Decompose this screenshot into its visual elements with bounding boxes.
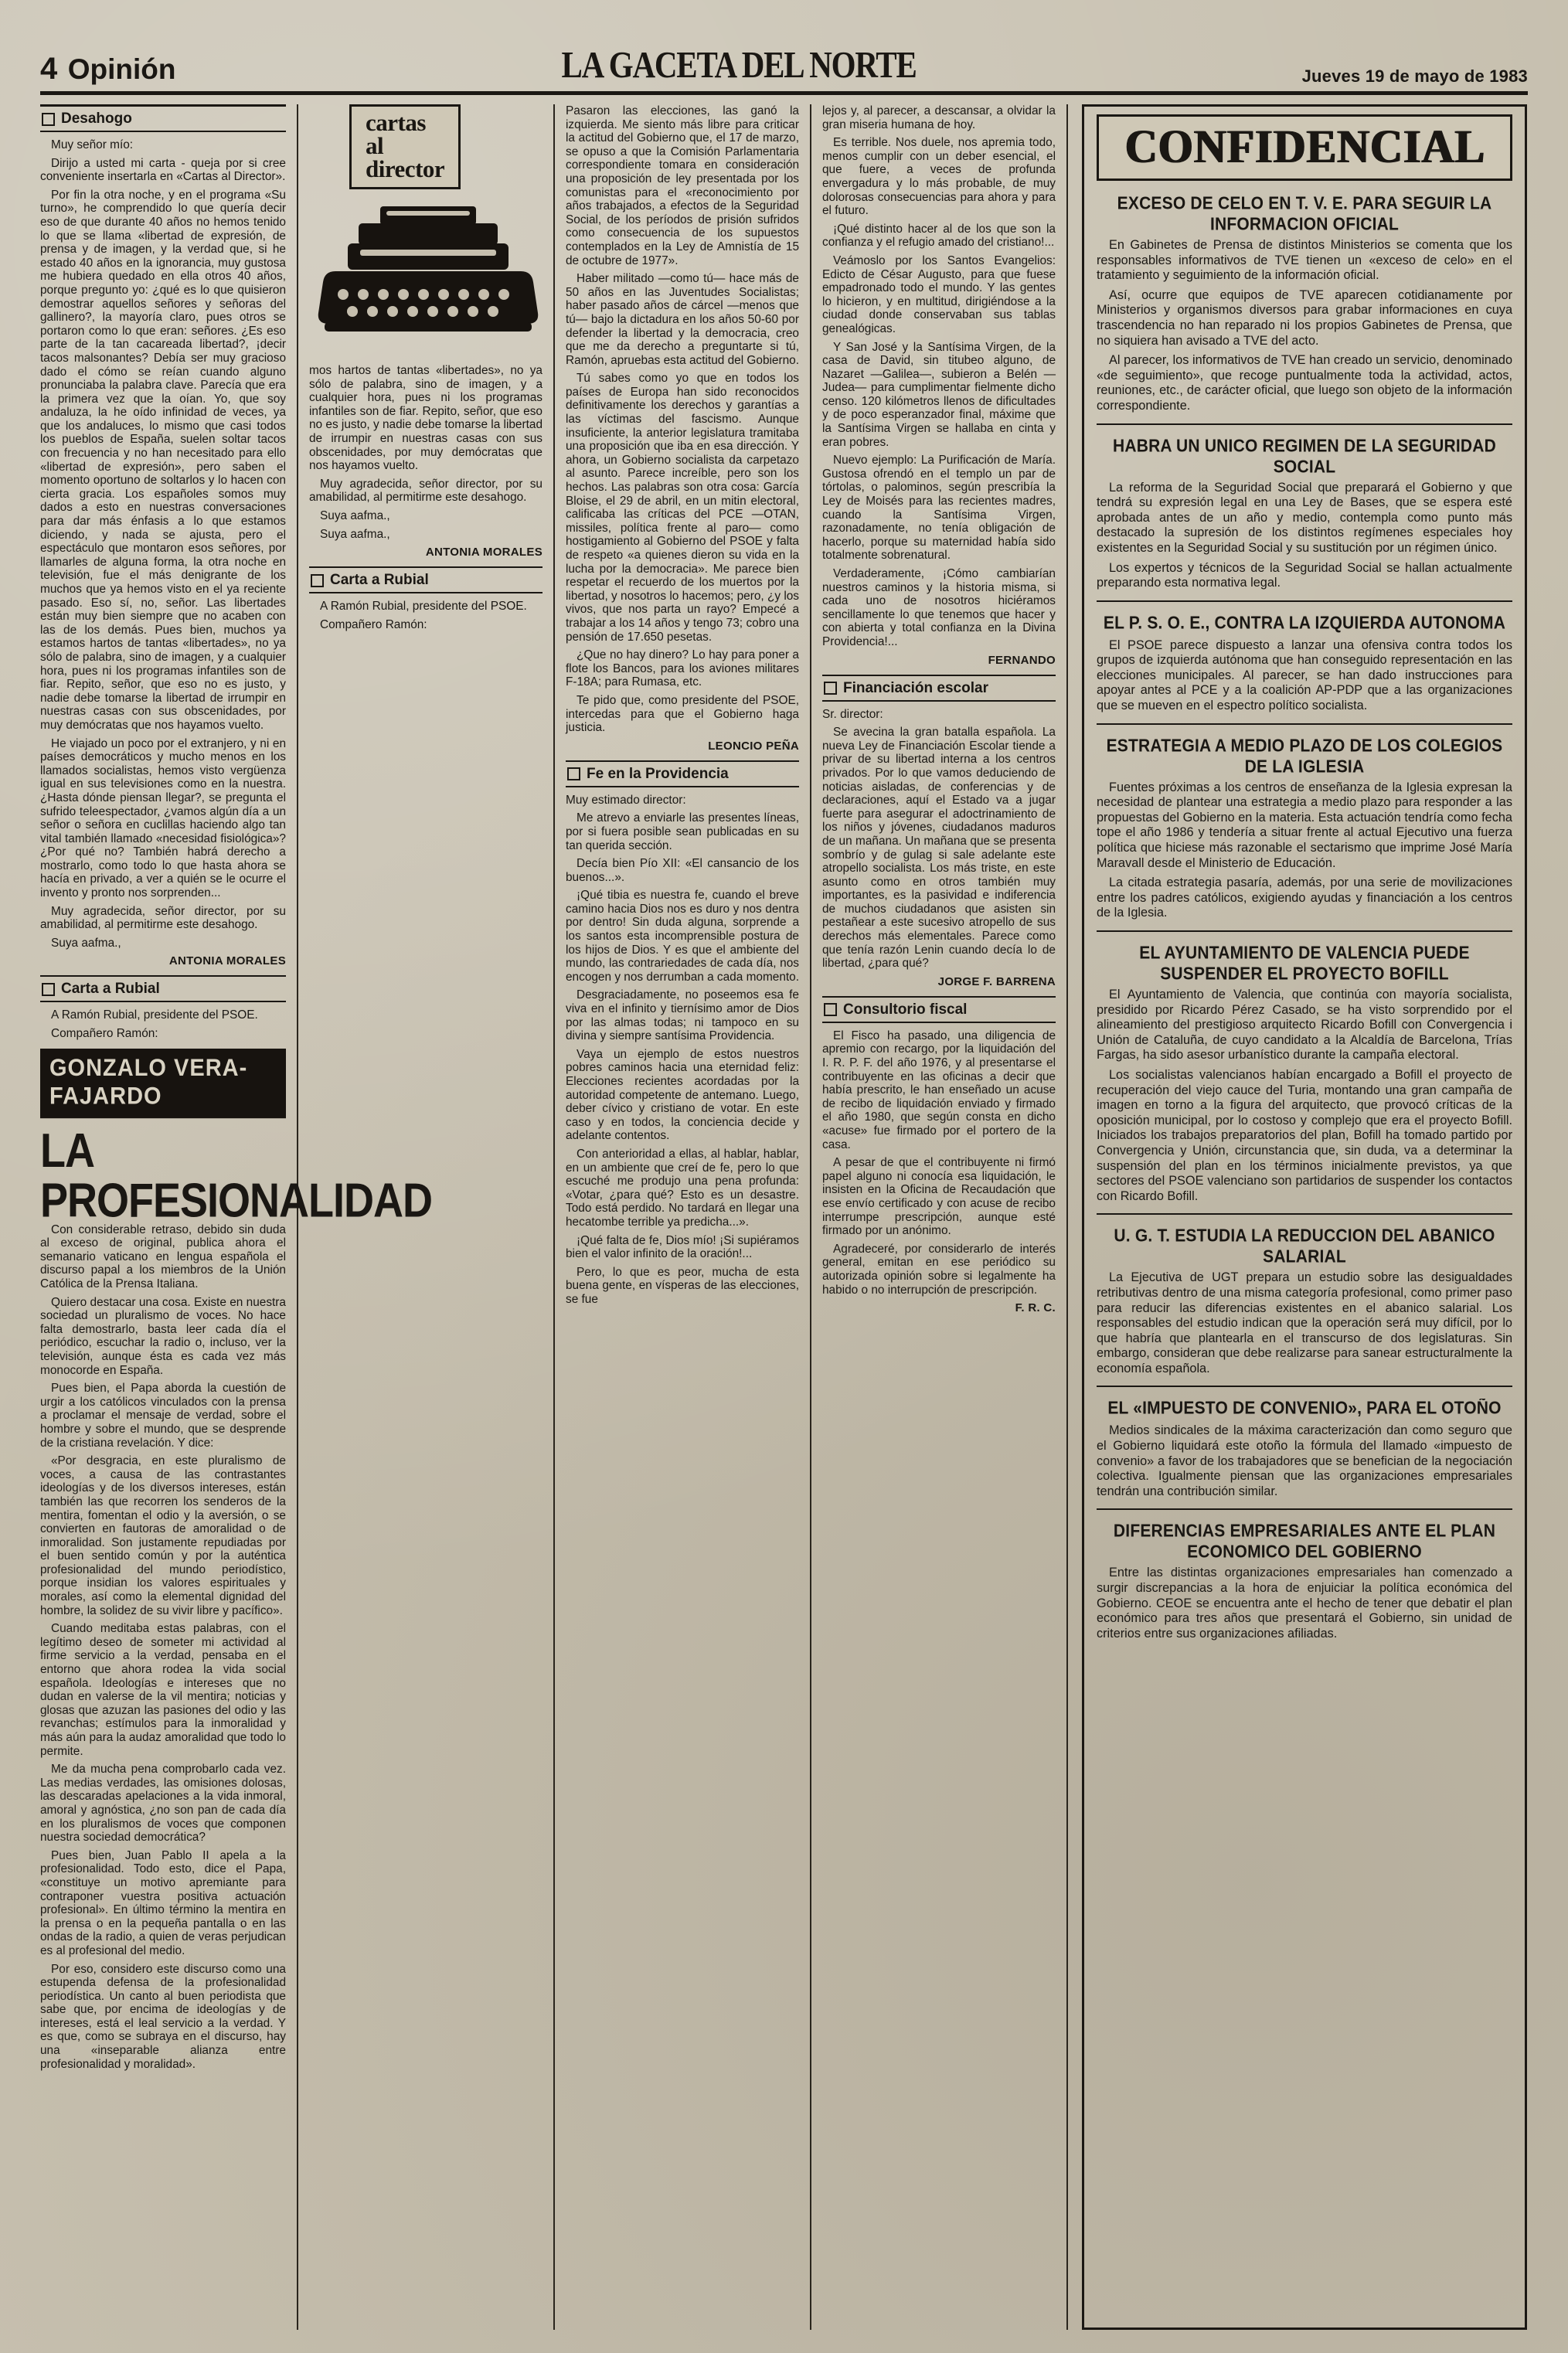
paragraph: Suya aafma., [320, 508, 390, 522]
masthead-left [40, 52, 176, 87]
feature-author-bar: GONZALO VERA-FAJARDO [40, 1049, 286, 1118]
bullet-square-icon [42, 983, 55, 996]
cartas-logo-line3: director [366, 155, 445, 182]
paragraph: Pues bien, Juan Pablo II apela a la profesionalidad. Todo esto, dice el Papa, «constituye un motivo apremiante para contraponer vuestra positiva actuación profesional». En último término la mentira en la prensa o en la pequeña pantalla o en las ondas de la radio, a quien de veras perjudican es al profesional del medio. [40, 1848, 286, 1957]
paragraph: Compañero Ramón: [320, 617, 427, 631]
letter-heading-carta-rubial [40, 975, 286, 1002]
paragraph: Quiero destacar una cosa. Existe en nuestra sociedad un pluralismo de voces. No hace falta demostrarlo, basta leer cada día el periódico, escuchar la radio o, incluso, ver la televisión, aunque ésta es cada vez más monocorde en España. [40, 1295, 286, 1377]
cartas-logo-line1: cartas [366, 109, 426, 136]
paragraph: El Fisco ha pasado, una diligencia de apremio con recargo, por la liquidación del I. R. P. F. del año 1976, y al presentarse el contribuyente en las oficinas a decir que había prescrito, le han enseñado un acuse de recibo de liquidación enviado y firmado el año 1980, que según consta en dicho «acuse» fue firmado por el portero de la casa. [822, 1029, 1056, 1151]
letter-heading-fe-providencia [566, 760, 799, 787]
paragraph: Pero, lo que es peor, mucha de esta buena gente, en vísperas de las elecciones, se fue [566, 1265, 799, 1306]
paragraph: Los socialistas valencianos habían encargado a Bofill el proyecto de recuperación del viejo cauce del Turia, montando una gran campaña de imagen en torno a la figura del arquitecto, que provocó críticas de la oposición municipal, por lo costoso y complejo que era el proyecto Bofill. Iniciados los trabajos preparatorios del plan, Bofill ha tomado partido por Convergencia y Unión, circunstancia que, sin duda, va a determinar la suspensión del plan en los términos inicialmente previstos, ya que sectores del PSOE valenciano son partidarios de suspender los contactos con Ricardo Bofill. [1097, 1067, 1512, 1203]
paragraph: Me atrevo a enviarle las presentes líneas, por si fuera posible sean publicadas en su tan querida sección. [566, 811, 799, 852]
letter-heading-financiacion-escolar [822, 675, 1056, 702]
paragraph: Medios sindicales de la máxima caracterización dan como seguro que el Gobierno liquidará este otoño la fórmula del llamado «impuesto de convenio» a favor de los trabajadores que se benefician de la negociación colectiva. Igualmente piensan que las organizaciones empresariales tendrán una contribución similar. [1097, 1423, 1512, 1498]
cartas-al-director-logo [309, 104, 543, 359]
paragraph: A pesar de que el contribuyente ni firmó papel alguno ni conocía esa liquidación, le insisten en la Oficina de Recaudación que ese envío certificado y con acuse de recibo interrumpe prescripción, aunque esté firmado por un anónimo. [822, 1156, 1056, 1238]
bullet-square-icon [311, 574, 324, 587]
paragraph: Con anterioridad a ellas, al hablar, hablar, en un ambiente que creí de fe, pero lo que escuché me produjo una pena profunda: «Votar, ¿para qué? Esto es un desastre. Todo está perdido. No tardará en llegar una hecatombe terrible ya predicha...». [566, 1147, 799, 1229]
confidencial-headline: EL AYUNTAMIENTO DE VALENCIA PUEDE SUSPENDER EL PROYECTO BOFILL [1139, 944, 1470, 984]
paragraph: Tú sabes como yo que en todos los países de Europa han sido reconocidos definitivamente los derechos y garantías a las víctimas del fascismo. Aunque insuficiente, la anterior legislatura tramitaba una proposición que iba en esa dirección. Y ahora, un Gobierno socialista da carpetazo al asunto. Parece increíble, pero son los hechos. Las palabras son otra cosa: García Bloise, el 29 de abril, en un mitin electoral, calificaba las críticas del PCE —OTAN, missiles, política frente al paro— como hostigamiento al Gobierno del PSOE y falta de respeto «a quienes dieron su vida en la lucha por la democracia». Me parece bien respetar el recuerdo de los muertos por la libertad, y nosotros lo hacemos; pero, ¿y los vivos, que nos parta un rayo? Empecé a trabajar a los 14 años y tengo 73; cobro una pensión de 17.650 pesetas. [566, 372, 799, 644]
paragraph: Es terrible. Nos duele, nos apremia todo, menos cumplir con un deber esencial, el que fuere, a veces de profunda envergadura y lo más probable, de muy dolorosas consecuencias para ahora y para el futuro. [822, 136, 1056, 218]
paragraph: A Ramón Rubial, presidente del PSOE. [320, 600, 527, 614]
paragraph: La reforma de la Seguridad Social que preparará el Gobierno y que tendrá su expresión legal en una Ley de Bases, que se espera esté aprobada antes de un año y medio, contempla como punto más destacado la supresión de los distintos regímenes especiales hoy existentes en la Seguridad Social y su sustitución por un régimen único. [1097, 480, 1512, 555]
confidencial-headline: U. G. T. ESTUDIA LA REDUCCION DEL ABANICO SALARIAL [1114, 1226, 1495, 1267]
confidencial-headline: ESTRATEGIA A MEDIO PLAZO DE LOS COLEGIOS DE LA IGLESIA [1106, 736, 1503, 777]
letter-signature: F. R. C. [1015, 1301, 1056, 1315]
letter-signature: JORGE F. BARRENA [937, 974, 1056, 988]
paragraph: Te pido que, como presidente del PSOE, intercedas para que el Gobierno haga justicia. [566, 693, 799, 735]
paragraph: Verdaderamente, ¡Cómo cambiarían nuestros caminos y la historia misma, si cada uno de nosotros hiciéramos sencillamente lo que tenemos que hacer y con abierta y total confianza en la Divina Providencia!... [822, 567, 1056, 648]
paragraph: En Gabinetes de Prensa de distintos Ministerios se comenta que los responsables informativos de TVE tienen un «exceso de celo» en el tratamiento y seguimiento de la información oficial. [1097, 238, 1512, 283]
cartas-logo-text [349, 104, 461, 189]
divider [1097, 723, 1512, 725]
letter-heading-label: Financiación escolar [843, 679, 988, 696]
paragraph: Vaya un ejemplo de estos nuestros pobres caminos hacia una eternidad feliz: Elecciones recientes acordadas por la autoridad competente de antemano. Luego, deber cívico y cristiano de votar. En este caso y en todos, la conciencia decide y adelante contentos. [566, 1047, 799, 1143]
confidencial-banner [1097, 114, 1512, 181]
confidencial-box [1082, 104, 1527, 2330]
issue-date: Jueves 19 de mayo de 1983 [1301, 66, 1528, 86]
typewriter-icon [312, 179, 544, 345]
section-title: Opinión [67, 53, 176, 85]
paragraph: Al parecer, los informativos de TVE han creado un servicio, denominado «de seguimiento», que recoge puntualmente toda la actividad, actos, reuniones, etc., de carácter oficial, que luego son objeto de la información correspondiente. [1097, 353, 1512, 413]
paragraph: He viajado un poco por el extranjero, y ni en países democráticos y mucho menos en los llamados socialistas, hemos visto vergüenza igual en sus televisiones como en la nuestra. ¿Hasta dónde piensan llegar?, se pregunta el sufrido teleespectador, ¿vamos algún día a un señor o señora en cuclillas haciendo algo tan vital también llamado «necesidad fisiológica»? ¿Por qué no? También habrá derecho a mostrarlo, como todo lo que hasta ahora se hacía en privado, a ver a quién se le ocurre el invento y pronto nos sorprenden... [40, 736, 286, 900]
bullet-square-icon [42, 113, 55, 126]
paragraph: Suya aafma., [320, 527, 390, 541]
letter-heading-label: Desahogo [61, 111, 132, 127]
paragraph: lejos y, al parecer, a descansar, a olvidar la gran miseria humana de hoy. [822, 104, 1056, 131]
paragraph: Muy agradecida, señor director, por su amabilidad, al permitirme este desahogo. [40, 904, 286, 932]
divider [1097, 600, 1512, 602]
confidencial-banner-text: CONFIDENCIAL [1124, 120, 1485, 173]
letter-signature: ANTONIA MORALES [168, 954, 286, 968]
page-folio: 4 [40, 52, 57, 86]
paragraph: Por eso, considero este discurso como una estupenda defensa de la profesionalidad periodística. Un canto al buen periodista que sabe que, por encima de ideologías y de intereses, está el leal servicio a la verdad. Y es que, como se subraya en el discurso, hay una «inseparable alianza entre profesionalidad y moralidad». [40, 1962, 286, 2071]
paragraph: El Ayuntamiento de Valencia, que continúa con mayoría socialista, presidido por Ricardo Pérez Casado, se ha visto sorprendido por el alineamiento del prestigioso arquitecto Ricardo Bofill con Convergencia i Unión de Cataluña, de cuyo candidato a la Alcaldía de Barcelona, Trías Fargas, ha sido asesor urbanístico durante la campaña electoral. [1097, 988, 1512, 1063]
paragraph: Sr. director: [822, 707, 883, 721]
paragraph: Nuevo ejemplo: La Purificación de María. Gustosa ofrendó en el templo un par de tórtolas, o palominos, según prescribía la Ley de Moisés para las recientes madres, cuando la Santísima Virgen, razonadamente, no tenía obligación de hacerlo, porque su maternidad había sido totalmente sobrenatural. [822, 454, 1056, 563]
confidencial-headline: DIFERENCIAS EMPRESARIALES ANTE EL PLAN ECONOMICO DEL GOBIERNO [1113, 1522, 1496, 1562]
divider [1097, 930, 1512, 932]
paragraph: Decía bien Pío XII: «El cansancio de los buenos...». [566, 857, 799, 884]
column-1 [40, 104, 433, 2330]
paragraph: La Ejecutiva de UGT prepara un estudio sobre las desigualdades retributivas dentro de una misma categoría profesional, como primer paso para reducir las diferencias existentes en el abanico salarial. Los responsables del estudio indican que la operación será muy difícil, por lo que habría que plantearla en el transcurso de dos legislaturas. Sin embargo, consideran que debe realizarse para sanear estructuralmente la economía española. [1097, 1270, 1512, 1375]
paragraph: ¿Que no hay dinero? Lo hay para poner a flote los Bancos, para los aviones militares F-18A; para Rumasa, etc. [566, 648, 799, 689]
confidencial-headline: EL P. S. O. E., CONTRA LA IZQUIERDA AUTONOMA [1103, 613, 1506, 633]
paragraph: ¡Qué falta de fe, Dios mío! ¡Si supiéramos bien el valor infinito de la oración!... [566, 1233, 799, 1261]
paragraph: Con considerable retraso, debido sin duda al exceso de original, publica ahora el semanario vaticano en lengua española el discurso papal a los miembros de la Unión Católica de la Prensa Italiana. [40, 1222, 286, 1290]
confidencial-headline: EXCESO DE CELO EN T. V. E. PARA SEGUIR LA INFORMACION OFICIAL [1117, 194, 1492, 234]
paragraph: Así, ocurre que equipos de TVE aparecen cotidianamente por Ministerios y organismos diversos para grabar informaciones en cuya trascendencia no han reparado ni los propios Gabinetes de Prensa, que no siquiera han avisado a TVE del acto. [1097, 287, 1512, 348]
paragraph: ¡Qué tibia es nuestra fe, cuando el breve camino hacia Dios nos es duro y nos dentra por dentro! Sin duda alguna, sorprende a los santos esta incomprensible postura de los hijos de Dios. Y es que el ambiente del mundo, las contrariedades de cada día, nos encogen y nos derrumban a cada momento. [566, 889, 800, 984]
divider [1097, 1213, 1512, 1215]
paper-title: LA GACETA DEL NORTE [561, 43, 917, 86]
column-3 [553, 104, 810, 2330]
divider [1097, 1386, 1512, 1387]
paragraph: Haber militado —como tú— hace más de 50 años en las Juventudes Socialistas; haber pasado años de cárcel —menos que tú— bajo la dictadura en los años 50-60 por defender la libertad y la democracia, creo que me da derecho a preguntarte si tú, Ramón, apruebas esta actitud del Gobierno. [566, 272, 800, 367]
letter-heading-carta-rubial-2 [309, 566, 543, 593]
paragraph: «Por desgracia, en este pluralismo de voces, a causa de las contrastantes ideologías y de los diversos intereses, están también las que recorren los senderos de la mentira, fomentan el odio y la aversión, o se convierten en fautoras de amoralidad o de inmoralidad. Son justamente repudiadas por el buen sentido común y por la auténtica profesionalidad del mundo periodístico, porque insidian los valores espirituales y morales, así como la elemental dignidad del hombre, la solidez de su vivir libre y pacífico». [40, 1454, 286, 1617]
paragraph: Fuentes próximas a los centros de enseñanza de la Iglesia expresan la necesidad de plantear una estrategia a medio plazo para responder a las propuestas del Gobierno en la materia. Esta actuación tendría como fecha tope el año 1986 y tendería a situar frente al actual Ejecutivo una fuerza política que hiciese más razonable el sectarismo que imprime José María Maravall desde el Ministerio de Educación. [1097, 780, 1512, 870]
column-4 [810, 104, 1066, 2330]
paragraph: Agradeceré, por considerarlo de interés general, emitan en ese periódico su autorizada opinión sobre si legalmente ha habido o no interrupción de prescripción. [822, 1242, 1056, 1297]
bullet-square-icon [824, 682, 837, 695]
paragraph: Se avecina la gran batalla española. La nueva Ley de Financiación Escolar tiende a privar de su libertad interna a los centros privados. Por lo que vamos deduciendo de noticias aisladas, de conferencias y de declaraciones, aquí el Estado va a jugar fuerte para asegurar el adoctrinamiento de los niños y jóvenes, ciudadanos maduros de un mañana. Un mañana que se presenta sombrío y de gulag si sale adelante este atropello socialista. Los más triste, en este asunto como en otros también muy importantes, es la pasividad e indiferencia de muchos ciudadanos que asisten sin pestañear a este sucesivo atropello de sus derechos más elementales. Parece como que tenía razón Lenin cuando decía lo de libertad, ¿para qué? [822, 726, 1056, 971]
letter-heading-desahogo [40, 104, 286, 132]
cartas-logo-line2: al [366, 132, 384, 159]
paragraph: Por fin la otra noche, y en el programa «Su turno», he comprendido lo que quería decir eso de que durante 40 años no hemos tenido lo que se llama «libertad de expresión, de prensa y de imagen, y la verdad que, si he estado 40 años en la ignorancia, muy gustosa me hubiera quedado en ella otros 40 años, porque pregunto yo: ¿qué es lo que quisieron demostrar aquellos señores y señoras del gallinero?, la mayoría claro, pues otros se portaron como lo que eran: señores. ¿Es eso parte de la tan cacareada libertad?, ¡decir tacos malsonantes? Debía ser muy gracioso dado el cómo se reían cuando alguno pronunciaba la palabra clave. Parecía que era la primera vez que la oían. Yo, que soy andaluza, la he oído infinidad de veces, ya que los andaluces, lo mismo que casi todos los pueblos de España, suelen soltar tacos con frecuencia y no han necesitado para ello «libertad de expresión», pero saben el momento oportuno de soltarlos y lo hacen con cierta gracia. Los españoles somos muy dados a esto en nuestras conversaciones para dar más énfasis a lo que estamos diciendo, y nada se ajusta, pero el espectáculo que montaron esos señores, por llamarles de alguna forma, la otra noche en televisión, fue el más denigrante de los muchos que ya hemos visto en el ya reciente pasado. Eso sí, no, señor. Las libertades están muy bien siempre que no acaben con las de los demás. Pues bien, muchos ya estamos hartos de tantas «libertades», no ya sólo de palabra, sino de imagen, y a cualquier hora, pues ni los programas infantiles son de fiar. Repito, señor, que eso no es justo, y nadie debe tomarse la libertad de irrumpir en nuestras casas con sus obscenidades, por muy demócratas que nos hayamos vuelto. [40, 188, 286, 732]
paragraph: A Ramón Rubial, presidente del PSOE. [51, 1008, 258, 1022]
paragraph: Me da mucha pena comprobarlo cada vez. Las medias verdades, las omisiones dolosas, las descaradas apelaciones a la vida inmoral, amoral y agnóstica, ¿no son pan de cada día en los pluralismos de voces que componen nuestra sociedad democrática? [40, 1763, 286, 1845]
paragraph: mos hartos de tantas «libertades», no ya sólo de palabra, sino de imagen, y a cualquier hora, pues ni los programas infantiles son de fiar. Repito, señor, que eso no es justo, y nadie debe tomarse la libertad de irrumpir en nuestras casas con sus obscenidades, por muy demócratas que nos hayamos vuelto. [309, 364, 543, 473]
paragraph: Pues bien, el Papa aborda la cuestión de urgir a los católicos vinculados con la prensa a proclamar el mensaje de verdad, sobre el hombre y sobre el mundo, que se desprende de la cristiana revelación. Y dice: [40, 1382, 286, 1450]
letter-heading-consultorio-fiscal [822, 996, 1056, 1023]
letter-heading-label: Fe en la Providencia [587, 765, 729, 782]
paragraph: Pasaron las elecciones, las ganó la izquierda. Me siento más libre para criticar la actitud del Gobierno que, el 17 de marzo, se opuso a que la Comisión Parlamentaria correspondiente tomara en consideración una proposición de ley presentada por los comunistas para el «reconocimiento por años trabajados, a efectos de la Seguridad Social, de los períodos de prisión sufridos como consecuencia de los supuestos contemplados en la Ley de Amnistía de 15 de octubre de 1977». [566, 104, 799, 267]
paragraph: Desgraciadamente, no poseemos esa fe viva en el infinito y tiernísimo amor de Dios por las almas todas; ni tampoco en su divina y siempre santísima Providencia. [566, 988, 799, 1043]
letter-heading-label: Carta a Rubial [330, 572, 429, 589]
paragraph: Y San José y la Santísima Virgen, de la casa de David, sin titubeo alguno, de Nazaret —Galilea—, subieron a Belén —Judea— para cumplimentar fielmente dicho censo. 120 kilómetros llenos de dificultades y de poco esperanzador final, máxime que la Santísima Virgen se hallaba en cinta y eran pobres. [822, 340, 1056, 449]
paragraph: El PSOE parece dispuesto a lanzar una ofensiva contra todos los grupos de izquierda autónoma que han conseguido representación en las elecciones municipales. Al parecer, se han dado instrucciones para apoyar antes al PCE y a la coalición AP-PDP que a las organizaciones que se mueven en el espectro político socialista. [1097, 638, 1512, 713]
paragraph: La citada estrategia pasaría, además, por una serie de movilizaciones entre los padres católicos, exigiendo ayudas y financiación a los centros de la Iglesia. [1097, 876, 1512, 920]
feature-title: LA PROFESIONALIDAD [40, 1124, 433, 1227]
paragraph: Dirijo a usted mi carta - queja por si cree conveniente insertarla en «Cartas al Director». [40, 156, 286, 184]
divider [1097, 1508, 1512, 1510]
paragraph: Veámoslo por los Santos Evangelios: Edicto de César Augusto, para que fuese empadronado todo el mundo. Y las gentes lo hicieron, y en multitud, dirigiéndose a la ciudad donde conservaban sus tablas genealógicas. [822, 253, 1056, 335]
paragraph: Muy señor mío: [51, 138, 134, 151]
letter-heading-label: Consultorio fiscal [843, 1001, 968, 1018]
paragraph: Cuando meditaba estas palabras, con el legítimo deseo de someter mi actividad al firme servicio a la verdad, pensaba en el entorno que ahora rodea la vida social española. Ideologías e intereses que no dudan en valerse de la vil mentira; noticias y glosas que azuzan las pasiones del odio y las revanchas; estímulos para la inmoralidad y más aún para la audaz amoralidad que todo lo permite. [40, 1622, 286, 1758]
letter-signature: LEONCIO PEÑA [708, 739, 799, 753]
letter-signature: ANTONIA MORALES [425, 546, 543, 559]
bullet-square-icon [824, 1003, 837, 1016]
masthead [40, 20, 1528, 95]
letter-desahogo-body [40, 138, 286, 967]
paragraph: Los expertos y técnicos de la Seguridad Social se hallan actualmente preparando esta normativa legal. [1097, 560, 1512, 590]
paragraph: ¡Qué distinto hacer al de los que son la confianza y el refugio amado del cristiano!... [822, 222, 1056, 250]
letter-signature: FERNANDO [988, 653, 1056, 667]
bullet-square-icon [567, 767, 580, 780]
column-5-confidencial [1066, 104, 1527, 2330]
paragraph: Muy agradecida, señor director, por su amabilidad, al permitirme este desahogo. [309, 477, 543, 505]
confidencial-headline: HABRA UN UNICO REGIMEN DE LA SEGURIDAD SOCIAL [1112, 436, 1497, 477]
letter-heading-label: Carta a Rubial [61, 981, 160, 998]
paragraph: Compañero Ramón: [51, 1027, 158, 1041]
paragraph: Suya aafma., [51, 936, 121, 950]
paragraph: Muy estimado director: [566, 793, 686, 807]
confidencial-headline: EL «IMPUESTO DE CONVENIO», PARA EL OTOÑO [1107, 1399, 1502, 1419]
divider [1097, 423, 1512, 425]
page-columns [40, 104, 1528, 2330]
paragraph: Entre las distintas organizaciones empresariales han comenzado a surgir discrepancias a la hora de enjuiciar la política económica del Gobierno. CEOE se encuentra ante el hecho de tener que debatir el plan económico para tres años que presentará el Gobierno, sin unidad de criterios entre sus organizaciones afiliadas. [1097, 1566, 1512, 1641]
